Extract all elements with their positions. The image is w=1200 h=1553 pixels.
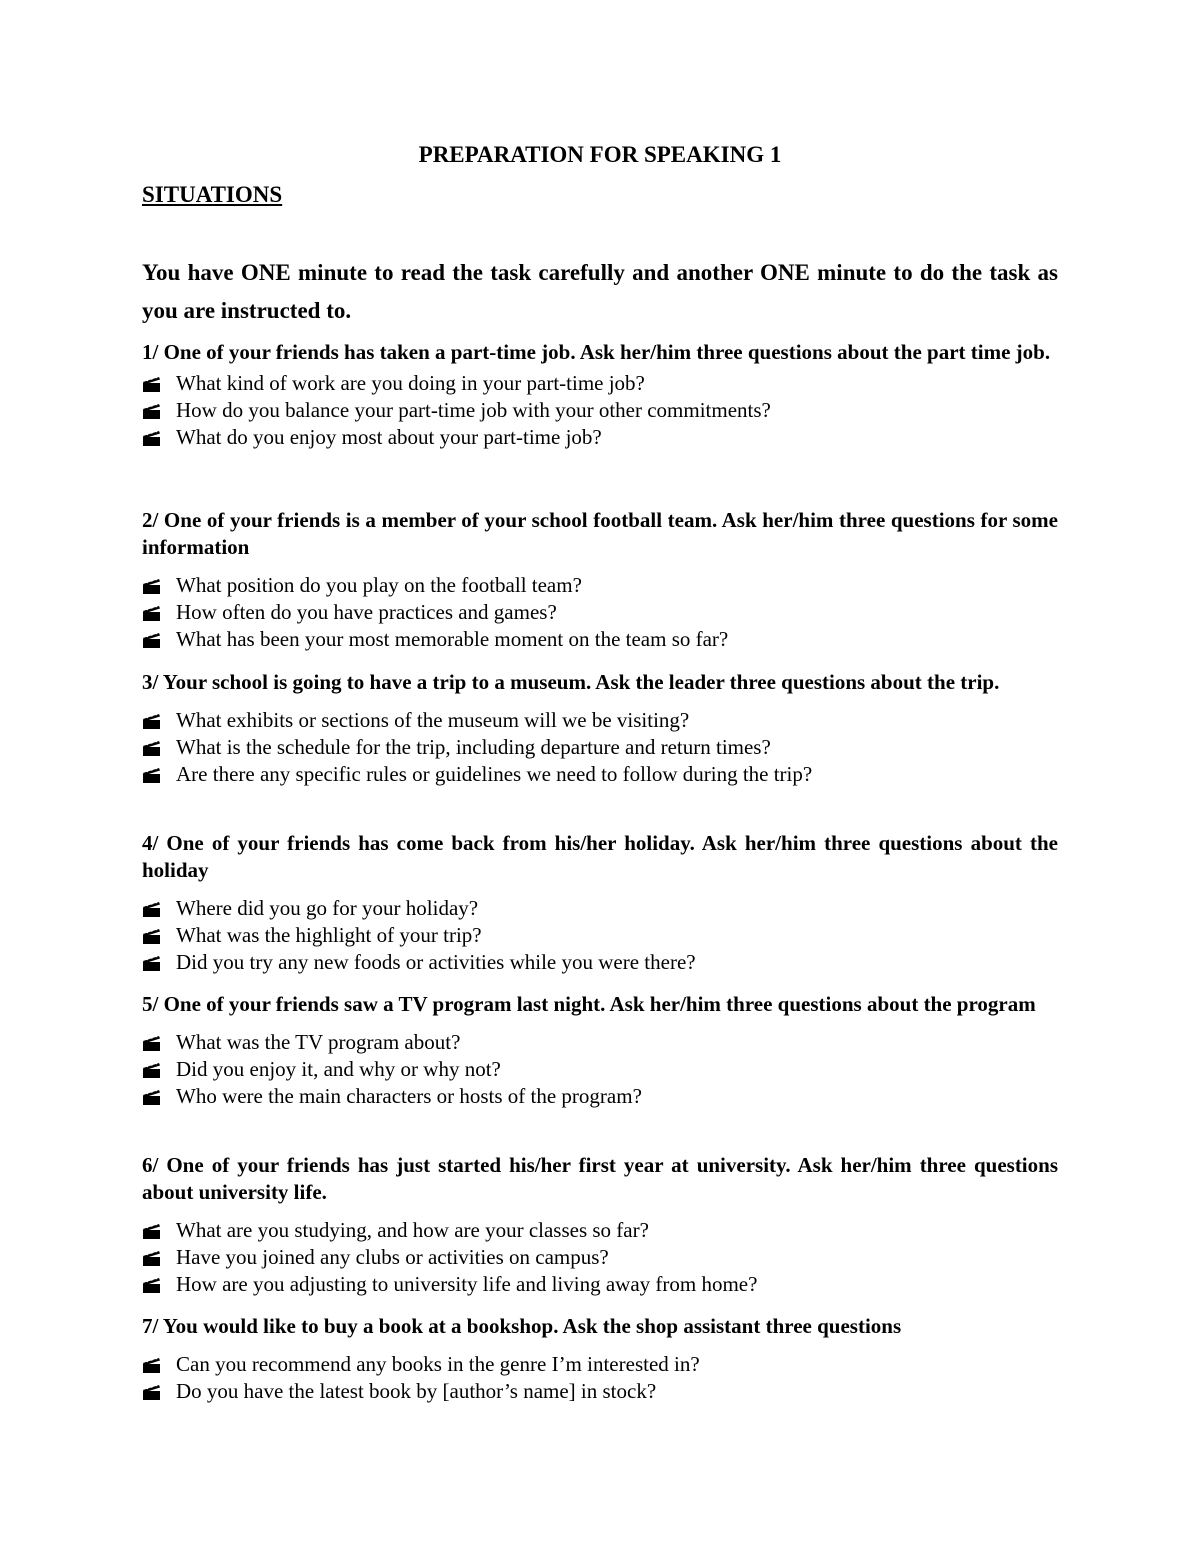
situation-prompt: 3/ Your school is going to have a trip to a museum. Ask the leader three questions about the trip.: [142, 670, 1000, 694]
clapperboard-icon: [142, 599, 164, 626]
question-item: How do you balance your part-time job with your other commitments?: [142, 397, 1058, 424]
clapperboard-icon: [142, 1083, 164, 1110]
question-item: Are there any specific rules or guidelines we need to follow during the trip?: [142, 761, 1058, 788]
question-item: What was the highlight of your trip?: [142, 922, 1058, 949]
question-item: How often do you have practices and games?: [142, 599, 1058, 626]
question-item: What position do you play on the football team?: [142, 572, 1058, 599]
situation-prompt: 2/ One of your friends is a member of your school football team. Ask her/him three questions for some information: [142, 508, 1058, 559]
clapperboard-icon: [142, 1056, 164, 1083]
question-item: Have you joined any clubs or activities on campus?: [142, 1244, 1058, 1271]
page-title: PREPARATION FOR SPEAKING 1: [418, 142, 782, 167]
situation-prompt: 4/ One of your friends has come back from his/her holiday. Ask her/him three questions about the holiday: [142, 831, 1058, 882]
clapperboard-icon: [142, 397, 164, 424]
clapperboard-icon: [142, 949, 164, 976]
question-list: [142, 707, 1058, 788]
situation-1: [142, 334, 1058, 451]
question-list: [142, 1029, 1058, 1110]
situation-prompt: 7/ You would like to buy a book at a bookshop. Ask the shop assistant three questions: [142, 1314, 902, 1338]
clapperboard-icon: [142, 572, 164, 599]
question-item: What is the schedule for the trip, including departure and return times?: [142, 734, 1058, 761]
question-item: What do you enjoy most about your part-time job?: [142, 424, 1058, 451]
question-list: [142, 895, 1058, 976]
clapperboard-icon: [142, 761, 164, 788]
clapperboard-icon: [142, 1271, 164, 1298]
situation-prompt: 1/ One of your friends has taken a part-time job. Ask her/him three questions about the part time job.: [142, 340, 1051, 364]
situation-3: [142, 669, 1058, 788]
section-heading: SITUATIONS: [142, 182, 283, 207]
clapperboard-icon: [142, 626, 164, 653]
situation-4: [142, 830, 1058, 976]
clapperboard-icon: [142, 922, 164, 949]
clapperboard-icon: [142, 895, 164, 922]
question-item: What exhibits or sections of the museum will we be visiting?: [142, 707, 1058, 734]
situation-7: [142, 1313, 1058, 1405]
clapperboard-icon: [142, 734, 164, 761]
clapperboard-icon: [142, 424, 164, 451]
question-list: [142, 1217, 1058, 1298]
clapperboard-icon: [142, 370, 164, 397]
clapperboard-icon: [142, 1351, 164, 1378]
question-item: Where did you go for your holiday?: [142, 895, 1058, 922]
question-item: Did you enjoy it, and why or why not?: [142, 1056, 1058, 1083]
question-item: Do you have the latest book by [author’s name] in stock?: [142, 1378, 1058, 1405]
question-item: What has been your most memorable moment on the team so far?: [142, 626, 1058, 653]
clapperboard-icon: [142, 1244, 164, 1271]
question-item: Who were the main characters or hosts of the program?: [142, 1083, 1058, 1110]
question-item: Can you recommend any books in the genre I’m interested in?: [142, 1351, 1058, 1378]
clapperboard-icon: [142, 1029, 164, 1056]
clapperboard-icon: [142, 1378, 164, 1405]
clapperboard-icon: [142, 707, 164, 734]
situation-5: [142, 991, 1058, 1110]
situation-prompt: 5/ One of your friends saw a TV program last night. Ask her/him three questions about the program: [142, 992, 1036, 1016]
question-item: What are you studying, and how are your classes so far?: [142, 1217, 1058, 1244]
question-list: [142, 1351, 1058, 1405]
question-item: How are you adjusting to university life and living away from home?: [142, 1271, 1058, 1298]
instructions: You have ONE minute to read the task carefully and another ONE minute to do the task as you are instructed to.: [142, 260, 1058, 323]
question-item: What was the TV program about?: [142, 1029, 1058, 1056]
clapperboard-icon: [142, 1217, 164, 1244]
question-item: Did you try any new foods or activities while you were there?: [142, 949, 1058, 976]
question-list: [142, 370, 1058, 451]
question-list: [142, 572, 1058, 653]
situation-6: [142, 1152, 1058, 1298]
situation-prompt: 6/ One of your friends has just started his/her first year at university. Ask her/him three questions about university life.: [142, 1153, 1058, 1204]
situation-2: [142, 507, 1058, 653]
question-item: What kind of work are you doing in your part-time job?: [142, 370, 1058, 397]
